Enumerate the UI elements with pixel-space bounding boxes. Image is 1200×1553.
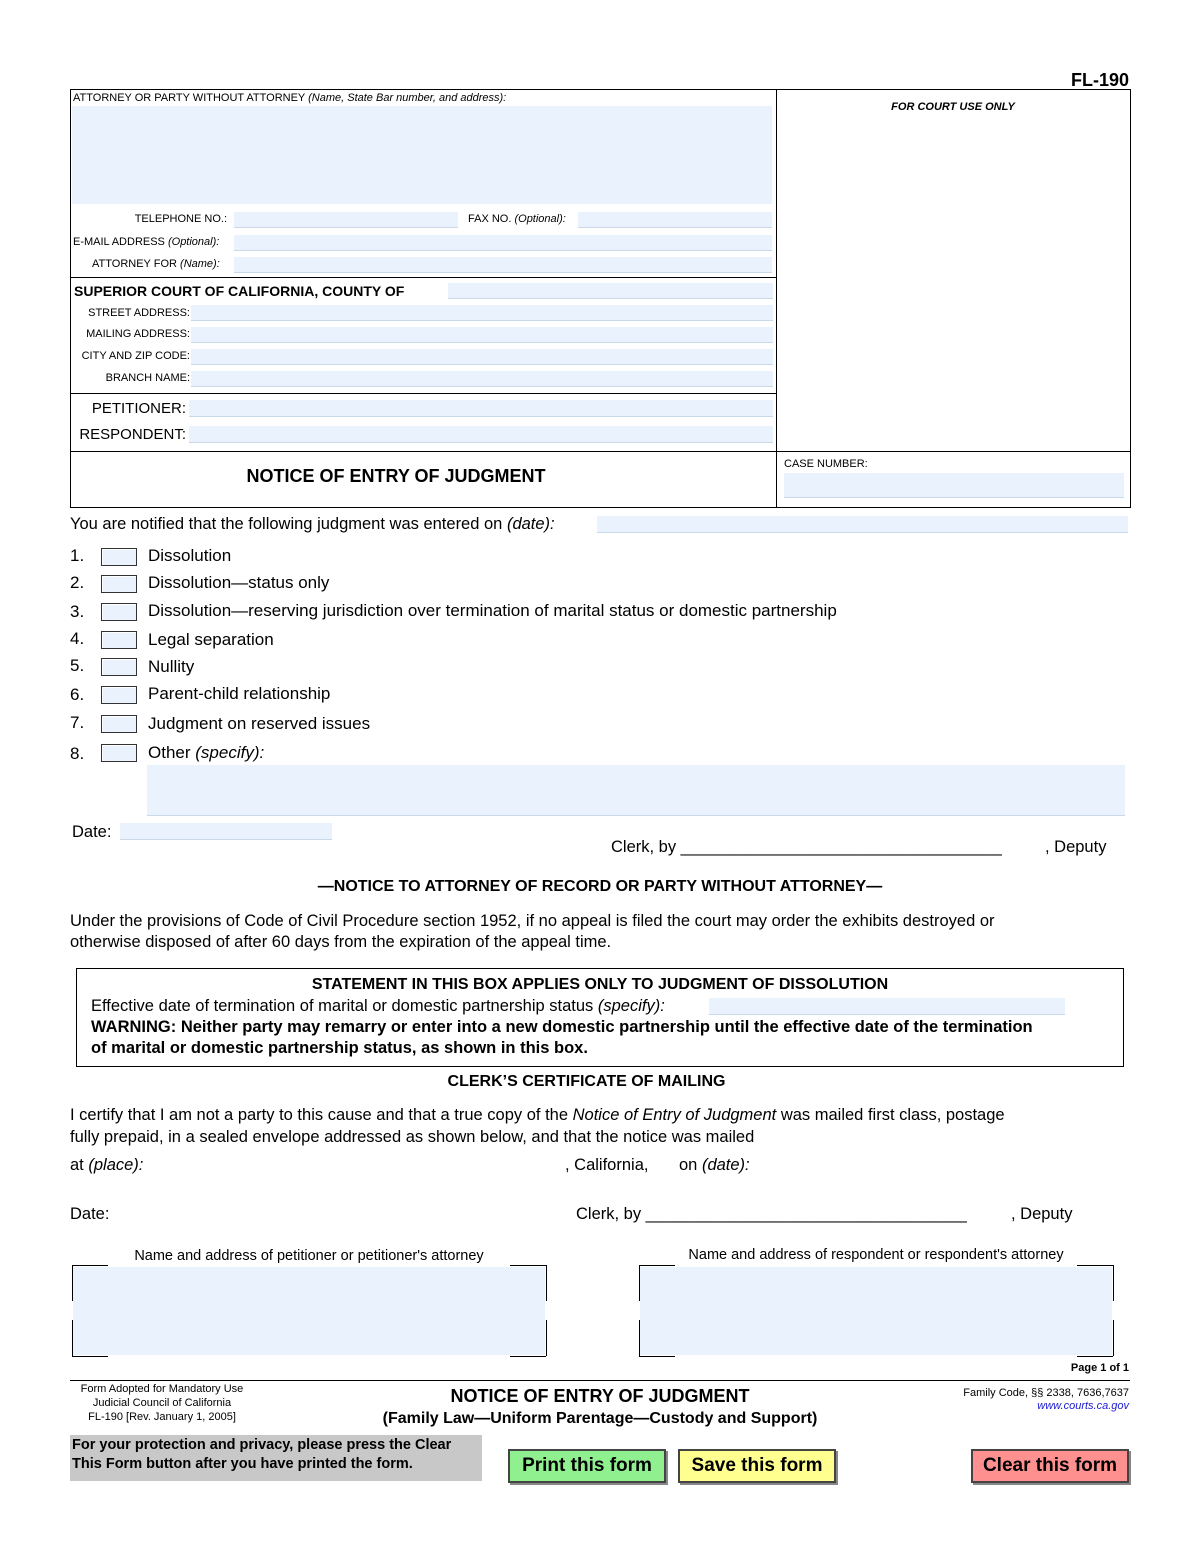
option-number: 8.	[70, 744, 85, 763]
branch-name-field[interactable]	[191, 371, 773, 387]
respondent-label: RESPONDENT:	[79, 426, 186, 443]
footer-divider	[70, 1380, 1130, 1381]
judgment-date-field[interactable]	[597, 516, 1128, 533]
footer-adopted	[70, 1382, 254, 1424]
option-number: 1.	[70, 546, 85, 565]
caption-divider-vertical	[776, 89, 777, 507]
option-number: 6.	[70, 685, 85, 704]
email-field[interactable]	[234, 235, 772, 251]
certificate-line-2: fully prepaid, in a sealed envelope addressed as shown below, and that the notice was mailed	[70, 1128, 755, 1146]
address-corner	[510, 1265, 546, 1266]
certificate-line-1: I certify that I am not a party to this cause and that a true copy of the Notice of Entry of Judgment was mailed first class, postage	[70, 1106, 1005, 1124]
petitioner-address-field[interactable]	[73, 1267, 545, 1355]
privacy-line-2: This Form button after you have printed the form.	[72, 1456, 413, 1472]
telephone-label: TELEPHONE NO.:	[134, 213, 227, 225]
california-label: , California,	[565, 1156, 649, 1174]
petitioner-address-label: Name and address of petitioner or petitioner's attorney	[134, 1248, 484, 1264]
county-field[interactable]	[448, 283, 773, 299]
statement-warning-2: of marital or domestic partnership status, as shown in this box.	[91, 1039, 588, 1057]
option-label: Dissolution	[148, 546, 232, 565]
date-field[interactable]	[120, 823, 332, 840]
option-label: Nullity	[148, 657, 195, 676]
option-number: 3.	[70, 602, 85, 621]
footer-code: Family Code, §§ 2338, 7636,7637	[963, 1387, 1129, 1399]
email-label: E-MAIL ADDRESS (Optional):	[73, 236, 220, 248]
checkbox-dissolution[interactable]	[101, 548, 137, 566]
footer-title: NOTICE OF ENTRY OF JUDGMENT	[450, 1386, 750, 1406]
certificate-clerk-by: Clerk, by ___________________________________	[576, 1205, 967, 1223]
case-number-label: CASE NUMBER:	[784, 458, 868, 470]
option-label: Legal separation	[148, 630, 274, 649]
address-corner	[72, 1356, 108, 1357]
privacy-line-1: For your protection and privacy, please press the Clear	[72, 1437, 452, 1453]
branch-label: BRANCH NAME:	[105, 372, 190, 384]
divider-parties	[70, 393, 776, 394]
clear-button[interactable]: Clear this form	[971, 1449, 1129, 1483]
notice-title: —NOTICE TO ATTORNEY OF RECORD OR PARTY WITHOUT ATTORNEY—	[317, 878, 883, 895]
address-corner	[72, 1265, 108, 1266]
adopted-line-3: FL-190 [Rev. January 1, 2005]	[88, 1411, 236, 1423]
deputy-label: , Deputy	[1045, 838, 1107, 856]
attorney-for-label: ATTORNEY FOR (Name):	[92, 258, 220, 270]
checkbox-other[interactable]	[101, 744, 137, 762]
checkbox-reserved-issues[interactable]	[101, 715, 137, 733]
option-number: 2.	[70, 573, 85, 592]
court-use-label: FOR COURT USE ONLY	[891, 101, 1015, 113]
intro-text: You are notified that the following judgment was entered on (date):	[70, 515, 555, 533]
fax-label: FAX NO. (Optional):	[468, 213, 566, 225]
option-label: Parent-child relationship	[148, 684, 331, 703]
address-corner	[1113, 1320, 1114, 1356]
telephone-field[interactable]	[234, 212, 458, 228]
mailed-on: on (date):	[679, 1156, 750, 1174]
street-label: STREET ADDRESS:	[88, 307, 190, 319]
street-address-field[interactable]	[191, 305, 773, 321]
address-corner	[639, 1356, 675, 1357]
court-title: SUPERIOR COURT OF CALIFORNIA, COUNTY OF	[74, 283, 405, 299]
certificate-title: CLERK’S CERTIFICATE OF MAILING	[447, 1073, 726, 1090]
notice-line-2: otherwise disposed of after 60 days from the expiration of the appeal time.	[70, 933, 612, 951]
case-number-field[interactable]	[784, 473, 1124, 498]
checkbox-nullity[interactable]	[101, 658, 137, 676]
option-label: Judgment on reserved issues	[148, 714, 371, 733]
form-title: NOTICE OF ENTRY OF JUDGMENT	[246, 466, 546, 486]
date-label: Date:	[72, 823, 112, 841]
option-number: 5.	[70, 656, 85, 675]
address-corner	[639, 1265, 675, 1266]
attorney-label: ATTORNEY OR PARTY WITHOUT ATTORNEY (Name, State Bar number, and address):	[73, 92, 507, 104]
respondent-field[interactable]	[189, 426, 773, 443]
footer-url[interactable]: www.courts.ca.gov	[1037, 1400, 1129, 1412]
checkbox-parent-child[interactable]	[101, 686, 137, 704]
effective-date-field[interactable]	[709, 998, 1065, 1015]
address-corner	[1077, 1265, 1113, 1266]
certificate-date-label: Date:	[70, 1205, 110, 1223]
mailing-address-field[interactable]	[191, 327, 773, 343]
address-corner	[1113, 1265, 1114, 1301]
option-number: 4.	[70, 629, 85, 648]
other-specify-field[interactable]	[147, 765, 1125, 816]
checkbox-dissolution-status-only[interactable]	[101, 575, 137, 593]
form-id: FL-190	[1070, 70, 1129, 90]
notice-line-1: Under the provisions of Code of Civil Procedure section 1952, if no appeal is filed the court may order the exhibits destroyed or	[70, 912, 995, 930]
save-button[interactable]: Save this form	[678, 1449, 836, 1483]
clerk-by: Clerk, by ___________________________________	[611, 838, 1002, 856]
checkbox-dissolution-reserving[interactable]	[101, 603, 137, 621]
address-corner	[546, 1320, 547, 1356]
attorney-for-field[interactable]	[234, 257, 772, 273]
statement-effective: Effective date of termination of marital or domestic partnership status (specify):	[91, 997, 665, 1015]
option-label: Other (specify):	[148, 743, 265, 762]
privacy-notice	[70, 1435, 482, 1481]
city-zip-label: CITY AND ZIP CODE:	[81, 350, 190, 362]
address-corner	[1077, 1356, 1113, 1357]
footer-subtitle: (Family Law—Uniform Parentage—Custody and Support)	[382, 1410, 818, 1427]
option-number: 7.	[70, 713, 85, 732]
adopted-line-2: Judicial Council of California	[92, 1397, 232, 1409]
statement-title: STATEMENT IN THIS BOX APPLIES ONLY TO JUDGMENT OF DISSOLUTION	[311, 976, 889, 993]
address-corner	[510, 1356, 546, 1357]
adopted-line-1: Form Adopted for Mandatory Use	[80, 1383, 244, 1395]
divider-court	[70, 277, 776, 278]
checkbox-legal-separation[interactable]	[101, 631, 137, 649]
fax-field[interactable]	[578, 212, 772, 228]
option-label: Dissolution—status only	[148, 573, 330, 592]
divider-title	[70, 451, 1130, 452]
petitioner-label: PETITIONER:	[91, 400, 186, 417]
respondent-address-field[interactable]	[640, 1267, 1112, 1355]
city-zip-field[interactable]	[191, 349, 773, 365]
respondent-address-label: Name and address of respondent or respondent's attorney	[688, 1247, 1064, 1263]
mailing-label: MAILING ADDRESS:	[86, 328, 190, 340]
petitioner-field[interactable]	[189, 400, 773, 417]
attorney-name-address-field[interactable]	[72, 106, 772, 204]
page-number: Page 1 of 1	[1070, 1362, 1129, 1374]
address-corner	[546, 1265, 547, 1301]
certificate-deputy: , Deputy	[1011, 1205, 1073, 1223]
statement-warning-1: WARNING: Neither party may remarry or enter into a new domestic partnership until the effective date of the termination	[91, 1018, 1033, 1036]
print-button[interactable]: Print this form	[508, 1449, 666, 1483]
mailed-at: at (place):	[70, 1156, 144, 1174]
option-label: Dissolution—reserving jurisdiction over termination of marital status or domestic partnership	[148, 601, 837, 620]
